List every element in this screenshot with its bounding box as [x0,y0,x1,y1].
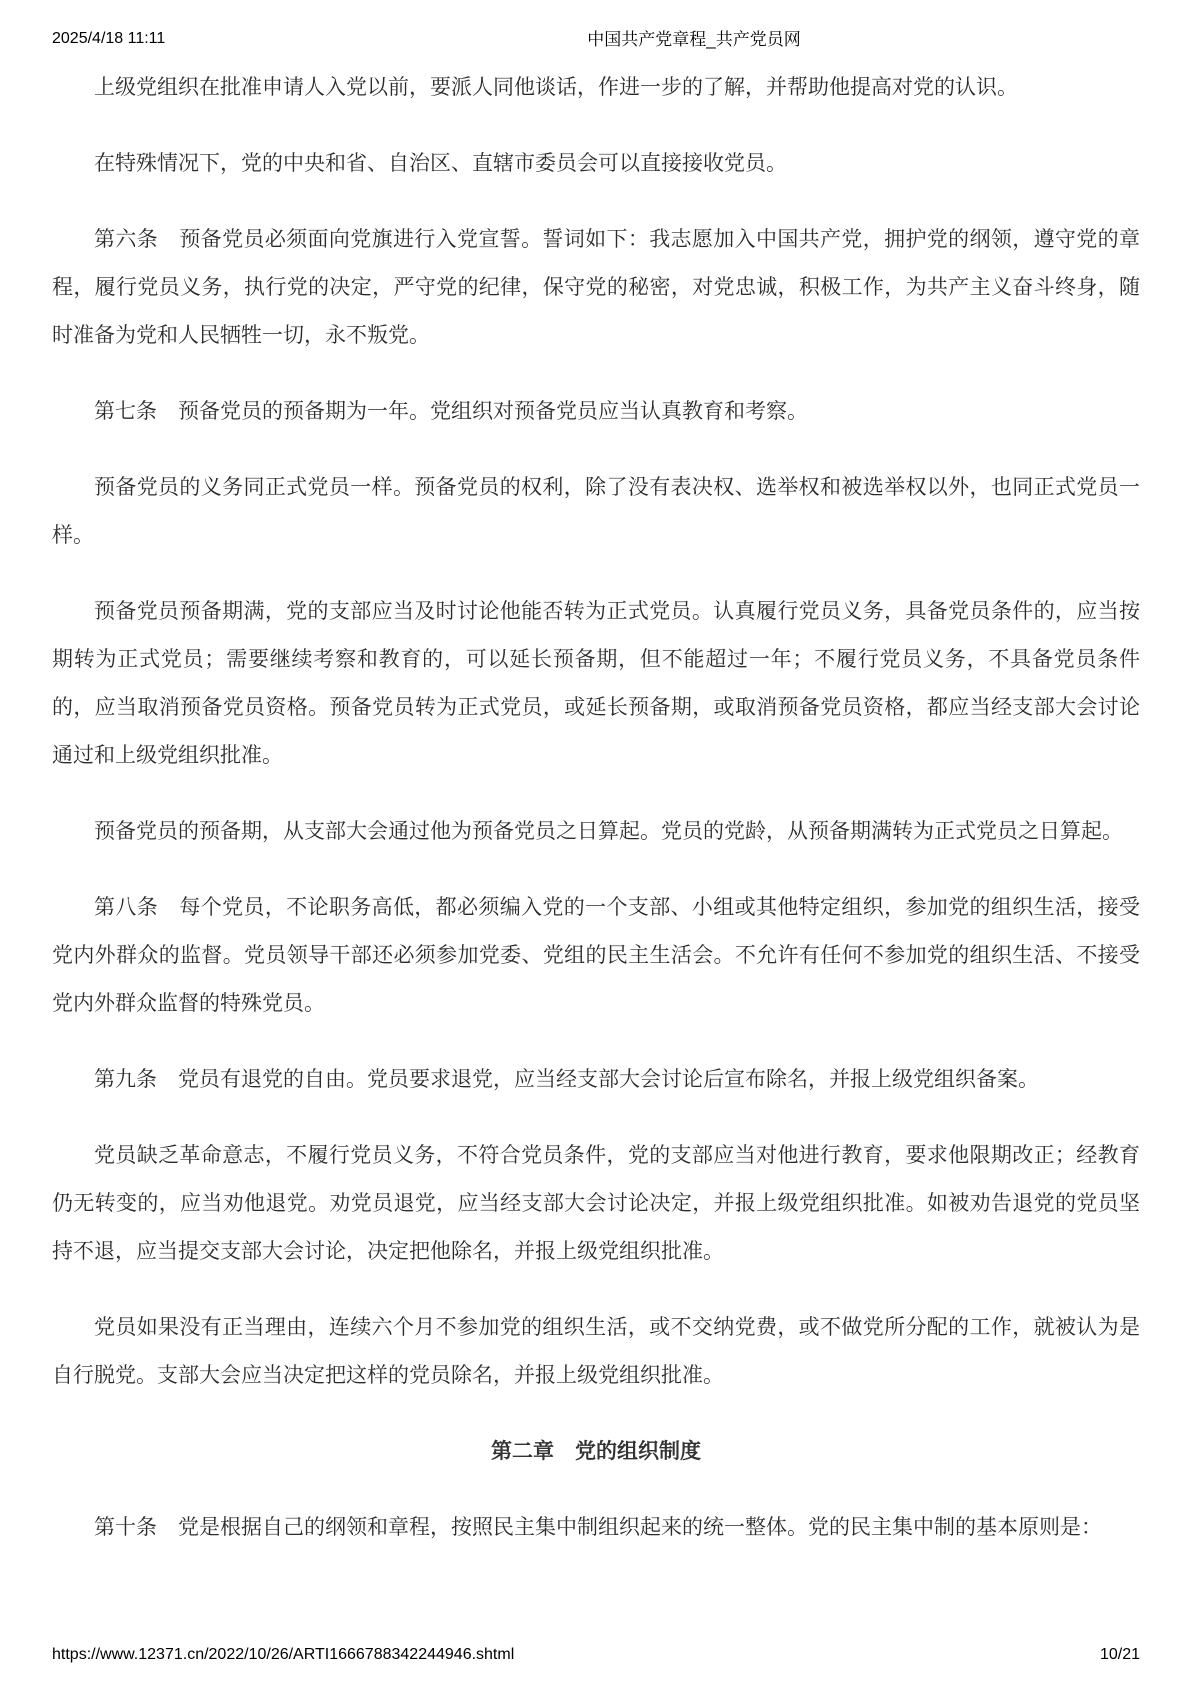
body-paragraph-article-10: 第十条 党是根据自己的纲领和章程，按照民主集中制组织起来的统一整体。党的民主集中制的基本原则是： [94,1516,1102,1539]
body-paragraph-article-6: 第六条 预备党员必须面向党旗进行入党宣誓。誓词如下：我志愿加入中国共产党，拥护党的纲领，遵守党的章程，履行党员义务，执行党的决定，严守党的纪律，保守党的秘密，对党忠诚，积极工作，为共产主义奋斗终身，随时准备为党和人民牺牲一切，永不叛党。 [52,228,1140,347]
body-paragraph: 预备党员预备期满，党的支部应当及时讨论他能否转为正式党员。认真履行党员义务，具备党员条件的，应当按期转为正式党员；需要继续考察和教育的，可以延长预备期，但不能超过一年；不履行党员义务，不具备党员条件的，应当取消预备党员资格。预备党员转为正式党员，或延长预备期，或取消预备党员资格，都应当经支部大会讨论通过和上级党组织批准。 [52,600,1140,767]
body-paragraph: 预备党员的预备期，从支部大会通过他为预备党员之日算起。党员的党龄，从预备期满转为正式党员之日算起。 [94,820,1123,843]
chapter-heading: 第二章 党的组织制度 [491,1440,701,1463]
body-paragraph-article-8: 第八条 每个党员，不论职务高低，都必须编入党的一个支部、小组或其他特定组织，参加党的组织生活，接受党内外群众的监督。党员领导干部还必须参加党委、党组的民主生活会。不允许有任何不参加党的组织生活、不接受党内外群众监督的特殊党员。 [52,896,1140,1015]
body-paragraph: 党员如果没有正当理由，连续六个月不参加党的组织生活，或不交纳党费，或不做党所分配的工作，就被认为是自行脱党。支部大会应当决定把这样的党员除名，并报上级党组织批准。 [52,1316,1140,1387]
document-title: 中国共产党章程_共产党员网 [587,30,801,49]
print-footer [52,1644,1140,1666]
body-paragraph: 党员缺乏革命意志，不履行党员义务，不符合党员条件，党的支部应当对他进行教育，要求他限期改正；经教育仍无转变的，应当劝他退党。劝党员退党，应当经支部大会讨论决定，并报上级党组织批准。如被劝告退党的党员坚持不退，应当提交支部大会讨论，决定把他除名，并报上级党组织批准。 [52,1144,1140,1263]
page-number-indicator: 10/21 [1099,1646,1140,1663]
body-paragraph: 预备党员的义务同正式党员一样。预备党员的权利，除了没有表决权、选举权和被选举权以外，也同正式党员一样。 [52,476,1140,547]
body-paragraph-article-7: 第七条 预备党员的预备期为一年。党组织对预备党员应当认真教育和考察。 [94,400,808,423]
body-paragraph: 上级党组织在批准申请人入党以前，要派人同他谈话，作进一步的了解，并帮助他提高对党的认识。 [94,76,1018,99]
source-url: https://www.12371.cn/2022/10/26/ARTI1666788342244946.shtml [52,1646,515,1663]
print-datetime: 2025/4/18 11:11 [52,30,166,47]
document-body [0,64,1190,1580]
body-paragraph-article-9: 第九条 党员有退党的自由。党员要求退党，应当经支部大会讨论后宣布除名，并报上级党组织备案。 [94,1068,1039,1091]
body-paragraph: 在特殊情况下，党的中央和省、自治区、直辖市委员会可以直接接收党员。 [94,152,787,175]
print-header [0,28,1190,50]
